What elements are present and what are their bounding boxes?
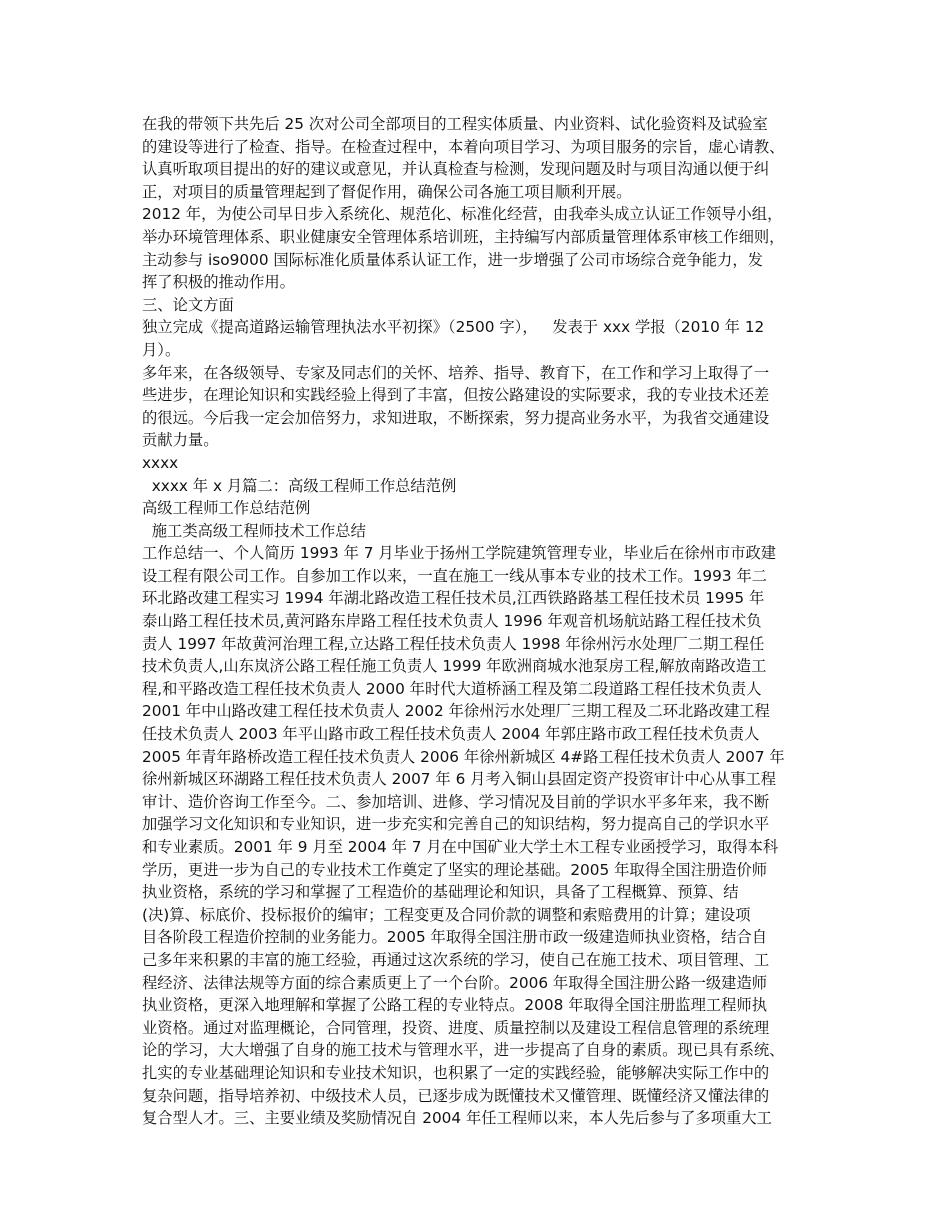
- text-line: 设工程有限公司工作。自参加工作以来，一直在施工一线从事本专业的技术工作。1993 年二: [142, 566, 768, 585]
- text-line: 复合型人才。三、主要业绩及奖励情况自 2004 年任工程师以来，本人先后参与了多项重大工: [142, 1109, 772, 1128]
- text-line: 2005 年青年路桥改造工程任技术负责人 2006 年徐州新城区 4#路工程任技术负责人 2007 年: [142, 747, 785, 766]
- text-line: 加强学习文化知识和专业知识，进一步充实和完善自己的知识结构，努力提高自己的学识水平: [142, 815, 770, 834]
- text-line: 己多年来积累的丰富的施工经验，再通过这次系统的学习，使自己在施工技术、项目管理、工: [142, 950, 770, 969]
- text-line: 复杂问题，指导培养初、中级技术人员，已逐步成为既懂技术又懂管理、既懂经济又懂法律的: [142, 1086, 770, 1105]
- text-line: 挥了积极的推动作用。: [142, 273, 295, 292]
- text-line: 责人 1997 年故黄河治理工程,立达路工程任技术负责人 1998 年徐州污水处理厂二期工程任: [142, 634, 765, 653]
- text-line: 独立完成《提高道路运输管理执法水平初探》（2500 字）， 发表于 xxx 学报（2010 年 12: [142, 318, 765, 337]
- text-line: 正，对项目的质量管理起到了督促作用，确保公司各施工项目顺利开展。: [142, 182, 632, 201]
- text-line: 目各阶段工程造价控制的业务能力。2005 年取得全国注册市政一级建造师执业资格，结合自: [142, 928, 768, 947]
- text-line: 高级工程师工作总结范例: [142, 499, 311, 518]
- text-line: 工作总结一、个人简历 1993 年 7 月毕业于扬州工学院建筑管理专业，毕业后在徐州市市政建: [142, 544, 777, 563]
- text-line: 在我的带领下共先后 25 次对公司全部项目的工程实体质量、内业资料、试化验资料及试验室: [142, 115, 768, 133]
- text-line: 泰山路工程任技术员,黄河路东岸路工程任技术负责人 1996 年观音机场航站路工程任技术负: [142, 612, 762, 631]
- text-line: 徐州新城区环湖路工程任技术负责人 2007 年 6 月考入铜山县固定资产投资审计中心从事工程: [142, 770, 777, 789]
- text-line: (决)算、标底价、投标报价的编审；工程变更及合同价款的调整和索赔费用的计算；建设项: [142, 905, 751, 924]
- text-line: 主动参与 iso9000 国际标准化质量体系认证工作，进一步增强了公司市场综合竞争能力，发: [142, 250, 763, 269]
- text-line: 的很远。今后我一定会加倍努力，求知进取，不断探索，努力提高业务水平，为我省交通建设: [142, 408, 770, 427]
- text-line: 论的学习，大大增强了自身的施工技术与管理水平，进一步提高了自身的素质。现已具有系统、: [142, 1041, 785, 1060]
- text-line: 程,和平路改造工程任技术负责人 2000 年时代大道桥涵工程及第二段道路工程任技术负责人: [142, 679, 762, 698]
- document-body: [142, 113, 814, 1130]
- text-line: 些进步，在理论知识和实践经验上得到了丰富，但按公路建设的实际要求，我的专业技术还差: [142, 386, 770, 405]
- text-line: 2001 年中山路改建工程任技术负责人 2002 年徐州污水处理厂三期工程及二环北路改建工程: [142, 702, 770, 721]
- text-line: 执业资格，更深入地理解和掌握了公路工程的专业特点。2008 年取得全国注册监理工程师执: [142, 996, 768, 1015]
- text-line: 和专业素质。2001 年 9 月至 2004 年 7 月在中国矿业大学土木工程专业函授学习，取得本科: [142, 838, 779, 856]
- text-line: 程经济、法律法规等方面的综合素质更上了一个台阶。2006 年取得全国注册公路一级建造师: [142, 973, 768, 992]
- text-line: 执业资格，系统的学习和掌握了工程造价的基础理论和知识，具备了工程概算、预算、结: [142, 883, 739, 902]
- text-line: 月）。: [142, 340, 181, 359]
- text-line: 学历，更进一步为自己的专业技术工作奠定了坚实的理论基础。2005 年取得全国注册造价师: [142, 860, 768, 879]
- text-line: 审计、造价咨询工作至今。二、参加培训、进修、学习情况及目前的学识水平多年来，我不断: [142, 792, 770, 811]
- text-line: 三、论文方面: [142, 295, 234, 314]
- text-line: 业资格。通过对监理概论，合同管理，投资、进度、质量控制以及建设工程信息管理的系统理: [142, 1018, 770, 1037]
- text-line: 任技术负责人 2003 年平山路市政工程任技术负责人 2004 年郭庄路市政工程任技术负责人: [142, 725, 760, 744]
- text-line: 举办环境管理体系、职业健康安全管理体系培训班，主持编写内部质量管理体系审核工作细则，: [142, 227, 785, 246]
- text-line: 扎实的专业基础理论知识和专业技术知识，也积累了一定的实践经验，能够解决实际工作中的: [142, 1063, 770, 1082]
- text-line: 2012 年，为使公司早日步入系统化、规范化、标准化经营，由我牵头成立认证工作领导小组，: [142, 205, 783, 224]
- text-line: 技术负责人,山东岚济公路工程任施工负责人 1999 年欧洲商城水池泵房工程,解放南路改造工: [142, 657, 767, 676]
- text-line: 多年来，在各级领导、专家及同志们的关怀、培养、指导、教育下，在工作和学习上取得了一: [142, 363, 770, 382]
- text-line: xxxx: [142, 453, 179, 472]
- text-line: 施工类高级工程师技术工作总结: [142, 521, 366, 540]
- text-line: 认真听取项目提出的好的建议或意见，并认真检查与检测，发现问题及时与项目沟通以便于纠: [142, 160, 770, 179]
- text-line: xxxx 年 x 月篇二：高级工程师工作总结范例: [142, 476, 457, 495]
- text-line: 的建设等进行了检查、指导。在检查过程中，本着向项目学习、为项目服务的宗旨，虚心请教、: [142, 137, 785, 156]
- text-line: 环北路改建工程实习 1994 年湖北路改造工程任技术员,江西铁路路基工程任技术员 1995 年: [142, 589, 765, 608]
- text-line: 贡献力量。: [142, 431, 219, 450]
